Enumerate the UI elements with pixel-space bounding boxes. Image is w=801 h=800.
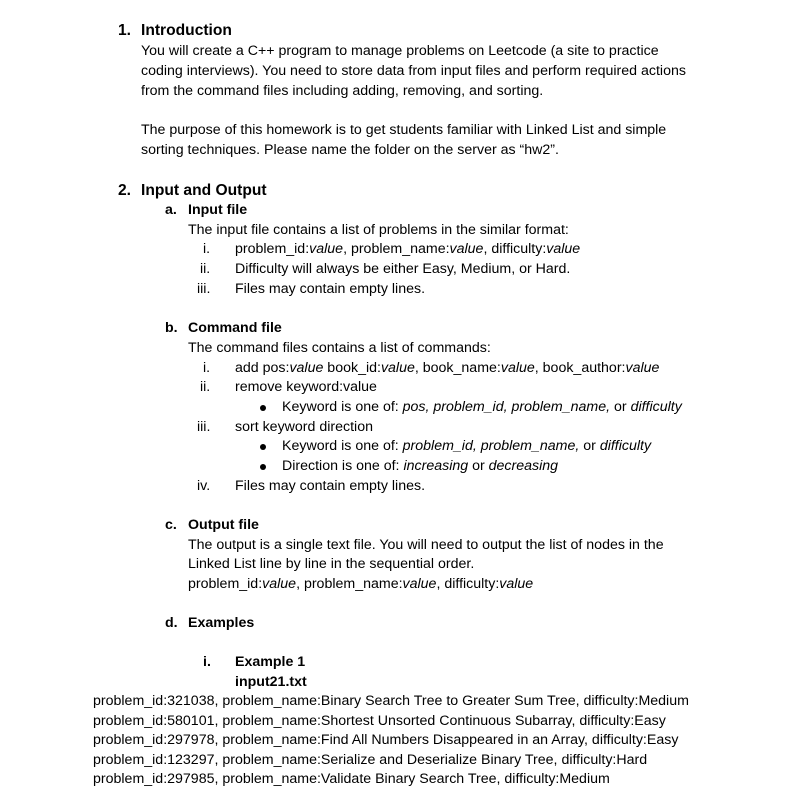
empty-lines-note: Files may contain empty lines. — [235, 478, 426, 494]
subsection-a-title: Input file — [188, 202, 248, 218]
subsection-a-marker: a. — [165, 202, 177, 218]
sort-keyword-options: Keyword is one of: problem_id, problem_name, or difficulty — [282, 438, 652, 454]
remove-command-format: remove keyword:value — [235, 379, 377, 395]
list-marker: iii. — [197, 419, 211, 435]
example-data-line: problem_id:580101, problem_name:Shortest Unsorted Continuous Subarray, difficulty:Easy — [93, 713, 666, 729]
intro-paragraph-line: You will create a C++ program to manage problems on Leetcode (a site to practice — [141, 43, 659, 59]
purpose-paragraph-line: The purpose of this homework is to get students familiar with Linked List and simple — [141, 122, 667, 138]
subsection-c-marker: c. — [165, 517, 177, 533]
output-file-description: Linked List line by line in the sequential order. — [188, 556, 475, 572]
section-2-title: Input and Output — [141, 182, 267, 199]
section-1-number: 1. — [118, 22, 132, 39]
list-marker: iv. — [197, 478, 211, 494]
subsection-c-title: Output file — [188, 517, 259, 533]
bullet-icon — [260, 398, 266, 417]
input-format-line: problem_id:value, problem_name:value, difficulty:value — [235, 241, 581, 257]
output-file-description: The output is a single text file. You will need to output the list of nodes in the — [188, 537, 664, 553]
empty-lines-note: Files may contain empty lines. — [235, 281, 426, 297]
subsection-b-title: Command file — [188, 320, 282, 336]
example-data-line: problem_id:297985, problem_name:Validate Binary Search Tree, difficulty:Medium — [93, 771, 610, 787]
sort-direction-options: Direction is one of: increasing or decreasing — [282, 458, 559, 474]
list-marker: ii. — [200, 379, 211, 395]
output-format-line: problem_id:value, problem_name:value, difficulty:value — [188, 576, 534, 592]
example-title: Example 1 — [235, 654, 306, 670]
example-marker: i. — [203, 654, 211, 670]
intro-paragraph-line: coding interviews). You need to store data from input files and perform required actions — [141, 63, 686, 79]
subsection-d-marker: d. — [165, 615, 178, 631]
list-marker: ii. — [200, 261, 211, 277]
bullet-icon — [260, 437, 266, 456]
example-data-line: problem_id:297978, problem_name:Find All Numbers Disappeared in an Array, difficulty:Easy — [93, 732, 679, 748]
list-marker: i. — [203, 360, 211, 376]
purpose-paragraph-line: sorting techniques. Please name the folder on the server as “hw2”. — [141, 142, 559, 158]
input-file-intro: The input file contains a list of problems in the similar format: — [188, 222, 569, 238]
intro-paragraph-line: from the command files including adding, removing, and sorting. — [141, 83, 544, 99]
example-data-line: problem_id:321038, problem_name:Binary Search Tree to Greater Sum Tree, difficulty:Medium — [93, 693, 689, 709]
command-file-intro: The command files contains a list of commands: — [188, 340, 491, 356]
list-marker: i. — [203, 241, 211, 257]
difficulty-note: Difficulty will always be either Easy, Medium, or Hard. — [235, 261, 571, 277]
sort-command-format: sort keyword direction — [235, 419, 373, 435]
example-filename: input21.txt — [235, 674, 307, 690]
add-command-format: add pos:value book_id:value, book_name:value, book_author:value — [235, 360, 660, 376]
section-2-number: 2. — [118, 182, 132, 199]
subsection-b-marker: b. — [165, 320, 178, 336]
section-1-title: Introduction — [141, 22, 232, 39]
list-marker: iii. — [197, 281, 211, 297]
subsection-d-title: Examples — [188, 615, 255, 631]
bullet-icon — [260, 457, 266, 476]
example-data-line: problem_id:123297, problem_name:Serialize and Deserialize Binary Tree, difficulty:Hard — [93, 752, 648, 768]
remove-keyword-options: Keyword is one of: pos, problem_id, problem_name, or difficulty — [282, 399, 682, 415]
